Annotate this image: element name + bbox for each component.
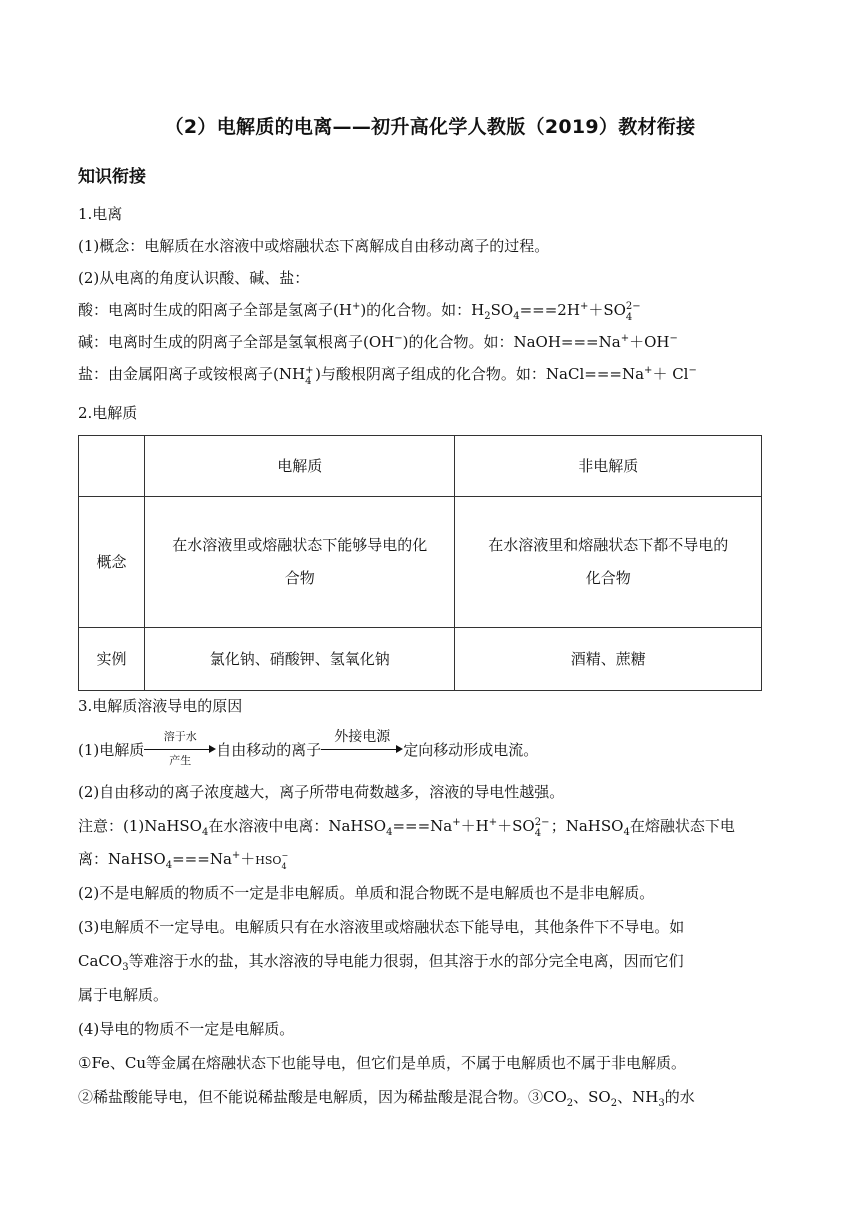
acid-text-d: ===2H: [519, 301, 580, 319]
salt-sup-2: −: [688, 365, 697, 376]
paragraph-4: (4)导电的物质不一定是电解质。: [78, 1020, 295, 1038]
base-sup-1: −: [394, 333, 403, 344]
sulfate-charge: [534, 816, 551, 839]
p6-text-a: ②稀盐酸能导电，但不能说稀盐酸是电解质，因为稀盐酸是混合物。③CO: [78, 1088, 567, 1106]
salt-text-a: 盐：由金属阳离子或铵根离子(NH: [78, 365, 306, 383]
s3-text-c: 定向移动形成电流。: [403, 741, 539, 759]
note1-text-e: ＋SO: [497, 817, 535, 835]
paragraph-6: [78, 1087, 695, 1107]
electrolyte-table: [78, 435, 762, 691]
note1-text-d: ＋H: [460, 817, 489, 835]
note1-sup-1: +: [452, 817, 461, 828]
table-cell: [455, 497, 762, 628]
arrow-1-shaft: [144, 749, 210, 750]
sulfate-charge-bottom: 4: [625, 312, 633, 323]
note-line-1: [78, 816, 735, 839]
note2-text-c: ＋: [240, 850, 256, 868]
page-title: （2）电解质的电离——初升高化学人教版（2019）教材衔接: [164, 116, 696, 138]
sulfate-charge-top: 2−: [625, 301, 641, 312]
table-header-cell: 电解质: [144, 436, 455, 497]
note2-sup-1: +: [231, 850, 241, 861]
table-row-label: 实例: [79, 628, 145, 691]
table-header-row: [79, 436, 762, 497]
note1-text-c: ===Na: [392, 817, 453, 835]
reaction-arrow-2: [321, 729, 403, 760]
base-text-b: )的化合物。如：NaOH===Na: [402, 333, 621, 351]
p6-sub-2: 2: [610, 1098, 618, 1109]
acid-line: [78, 300, 642, 323]
s1-heading: 1.电离: [78, 205, 123, 223]
acid-sup-1: +: [351, 301, 361, 312]
note1-sub-2: 4: [386, 827, 393, 838]
table-cell: [144, 497, 455, 628]
p3-text-b: 等难溶于水的盐，其水溶液的导电能力很弱，但其溶于水的部分完全电离，因而它们: [128, 952, 684, 970]
reaction-arrow-1: [144, 730, 216, 767]
s1-concept: (1)概念：电解质在水溶液中或熔融状态下离解成自由移动离子的过程。: [78, 237, 550, 255]
note2-text-a: 离：NaHSO: [78, 850, 166, 868]
note2-text-b: ===Na: [172, 850, 232, 868]
note1-text-g: 在熔融状态下电: [629, 817, 735, 835]
table-row-label: 概念: [79, 497, 145, 628]
p6-text-d: 的水: [664, 1088, 695, 1106]
table-row: [79, 497, 762, 628]
s1-sub2: (2)从电离的角度认识酸、碱、盐：: [78, 269, 310, 287]
note2-sub-1: 4: [165, 860, 173, 871]
table-cell-line: 在水溶液里和熔融状态下都不导电的: [488, 536, 729, 554]
salt-line: [78, 364, 697, 387]
salt-text-b: )与酸根阴离子组成的化合物。如：NaCl===Na: [315, 365, 645, 383]
ammonium-charge-top: +: [305, 365, 314, 376]
arrow-2-top-label: 外接电源: [334, 729, 391, 745]
paragraph-3-line-1: (3)电解质不一定导电。电解质只有在水溶液里或熔融状态下能导电，其他条件下不导电。如: [78, 918, 685, 936]
note-line-2: [78, 849, 289, 871]
acid-text-b: )的化合物。如：H: [360, 301, 485, 319]
base-text-a: 碱：电离时生成的阴离子全部是氢氧根离子(OH: [78, 333, 395, 351]
base-line: [78, 332, 678, 352]
p3-sub: 3: [122, 962, 129, 973]
p6-sub-1: 2: [566, 1098, 574, 1109]
ammonium-charge-bottom: 4: [305, 376, 312, 387]
s3-heading: 3.电解质溶液导电的原因: [78, 697, 243, 715]
hydrogensulfate-formula: HSO: [255, 854, 282, 867]
acid-sub-2: 4: [513, 311, 520, 322]
sulfate-charge-bottom: 4: [534, 828, 542, 839]
base-text-c: ＋OH: [629, 333, 670, 351]
table-cell-line: 化合物: [585, 569, 631, 587]
table-cell: 酒精、蔗糖: [455, 628, 762, 691]
ammonium-charge: [305, 364, 315, 387]
paragraph-5: ①Fe、Cu等金属在熔融状态下也能导电，但它们是单质，不属于电解质也不属于非电解质。: [78, 1054, 687, 1072]
p6-sub-3: 3: [658, 1098, 665, 1109]
paragraph-2: (2)不是电解质的物质不一定是非电解质。单质和混合物既不是电解质也不是非电解质。: [78, 884, 655, 902]
hydrogensulfate-charge-top: −: [281, 851, 289, 860]
table-header-cell: [79, 436, 145, 497]
base-sup-3: −: [669, 333, 678, 344]
acid-text-c: SO: [490, 301, 514, 319]
table-cell-line: 在水溶液里或熔融状态下能够导电的化: [172, 536, 428, 554]
s3-line-2: (2)自由移动的离子浓度越大，离子所带电荷数越多，溶液的导电性越强。: [78, 783, 565, 801]
note1-sub-3: 4: [623, 827, 630, 838]
s2-heading: 2.电解质: [78, 404, 138, 422]
s3-line-1: [78, 729, 539, 767]
arrow-1-top-label: 溶于水: [163, 730, 197, 743]
note1-text-a: 注意：(1)NaHSO: [78, 817, 202, 835]
table-header-cell: 非电解质: [455, 436, 762, 497]
table-cell: 氯化钠、硝酸钾、氢氧化钠: [144, 628, 455, 691]
base-sup-2: +: [620, 333, 630, 344]
table-row: [79, 628, 762, 691]
acid-sub-1: 2: [484, 311, 491, 322]
arrow-2-head: [396, 745, 403, 753]
p6-text-c: 、NH: [617, 1088, 659, 1106]
acid-text-e: ＋SO: [588, 301, 626, 319]
note1-text-b: 在水溶液中电离：NaHSO: [208, 817, 387, 835]
arrow-1-bottom-label: 产生: [169, 754, 192, 767]
arrow-2-shaft: [321, 749, 397, 750]
s3-text-b: 自由移动的离子: [216, 741, 322, 759]
acid-text-a: 酸：电离时生成的阳离子全部是氢离子(H: [78, 301, 352, 319]
section-heading: 知识衔接: [78, 167, 146, 187]
p3-text-a: CaCO: [78, 952, 123, 970]
p6-text-b: 、SO: [573, 1088, 611, 1106]
hydrogensulfate-charge-bottom: 4: [281, 862, 287, 871]
sulfate-charge-top: 2−: [534, 817, 550, 828]
acid-sup-2: +: [579, 301, 589, 312]
sulfate-charge: [625, 300, 642, 323]
table-cell-line: 合物: [284, 569, 315, 587]
note1-text-f: ；NaHSO: [550, 817, 624, 835]
s3-text-a: (1)电解质: [78, 741, 145, 759]
paragraph-3-line-2: [78, 951, 684, 971]
salt-sup-1: +: [644, 365, 653, 376]
note1-sup-2: +: [488, 817, 498, 828]
note1-sub-1: 4: [201, 827, 209, 838]
paragraph-3-line-3: 属于电解质。: [78, 986, 169, 1004]
hydrogensulfate-charge: [281, 849, 289, 869]
salt-text-c: ＋ Cl: [652, 365, 689, 383]
